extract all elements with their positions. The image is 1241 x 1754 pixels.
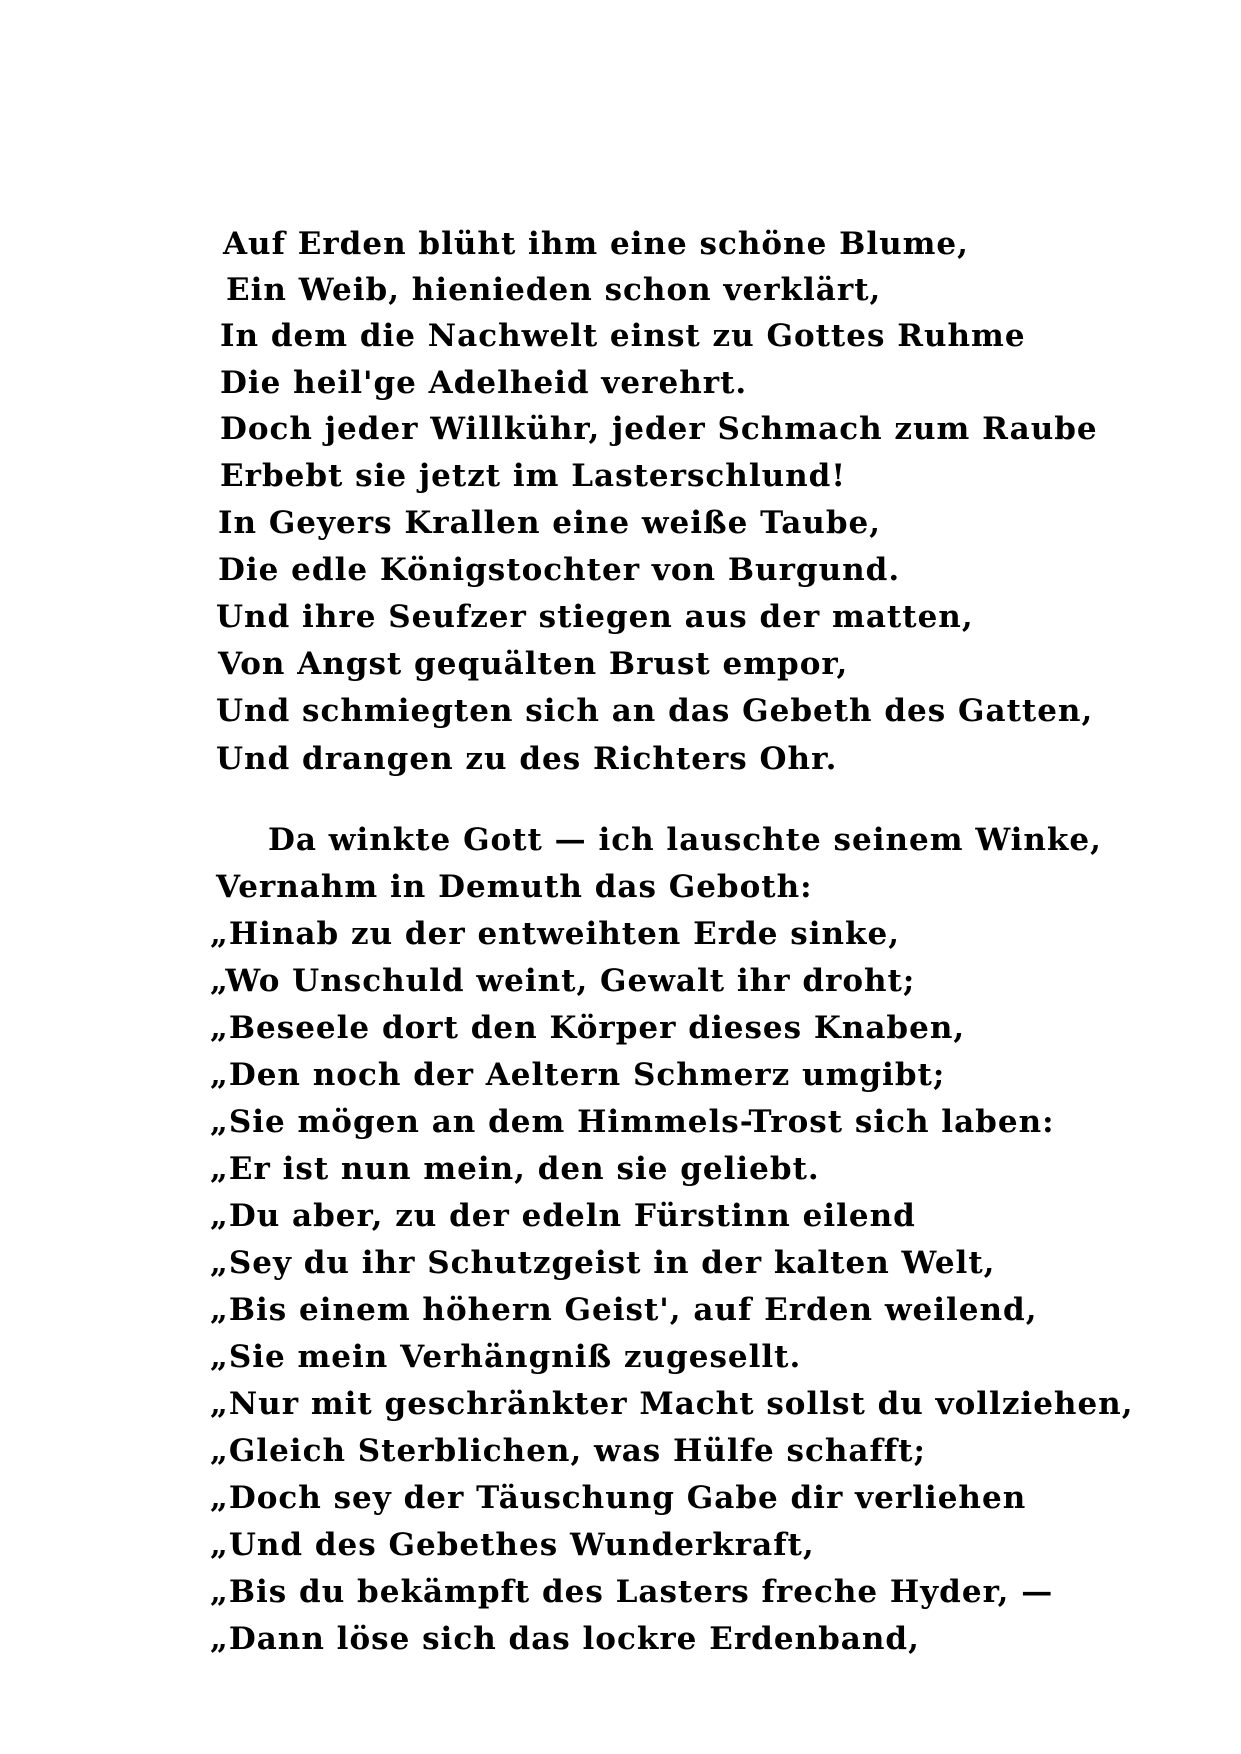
poem-line: „Bis einem höhern Geist', auf Erden weilend,: [210, 1292, 1038, 1328]
poem-line: Die edle Königstochter von Burgund.: [218, 552, 901, 588]
poem-line: Und schmiegten sich an das Gebeth des Gatten,: [216, 693, 1094, 729]
poem-line: „Sey du ihr Schutzgeist in der kalten Welt,: [210, 1245, 996, 1281]
poem-line: In Geyers Krallen eine weiße Taube,: [218, 505, 882, 541]
poem-line: „Du aber, zu der edeln Fürstinn eilend: [210, 1198, 916, 1234]
poem-line: Ein Weib, hienieden schon verklärt,: [226, 272, 882, 308]
poem-line: Auf Erden blüht ihm eine schöne Blume,: [223, 226, 969, 262]
poem-line: „Beseele dort den Körper dieses Knaben,: [210, 1010, 966, 1046]
poem-line: Erbebt sie jetzt im Lasterschlund!: [220, 458, 846, 494]
poem-line: „Sie mein Verhängniß zugesellt.: [210, 1339, 802, 1375]
poem-line: „Bis du bekämpft des Lasters freche Hyder, —: [210, 1574, 1054, 1610]
poem-line: Und drangen zu des Richters Ohr.: [216, 741, 838, 777]
poem-line: „Den noch der Aeltern Schmerz umgibt;: [210, 1057, 946, 1093]
poem-line: „Gleich Sterblichen, was Hülfe schafft;: [210, 1433, 926, 1469]
poem-line: „Wo Unschuld weint, Gewalt ihr droht;: [210, 963, 916, 999]
poem-line: Vernahm in Demuth das Geboth:: [216, 869, 813, 905]
poem-line: „Dann löse sich das lockre Erdenband,: [210, 1621, 920, 1657]
poem-line: In dem die Nachwelt einst zu Gottes Ruhme: [220, 318, 1026, 354]
poem-line: „Er ist nun mein, den sie geliebt.: [210, 1151, 820, 1187]
poem-line: Und ihre Seufzer stiegen aus der matten,: [216, 599, 974, 635]
poem-line: Von Angst gequälten Brust empor,: [218, 646, 849, 682]
poem-line: Da winkte Gott — ich lauschte seinem Winke,: [268, 822, 1102, 858]
poem-line: Die heil'ge Adelheid verehrt.: [220, 365, 748, 401]
poem-line: Doch jeder Willkühr, jeder Schmach zum Raube: [220, 411, 1098, 447]
poem-line: „Nur mit geschränkter Macht sollst du vollziehen,: [210, 1386, 1134, 1422]
poem-line: „Hinab zu der entweihten Erde sinke,: [210, 916, 901, 952]
poem-line: „Sie mögen an dem Himmels-Trost sich laben:: [210, 1104, 1055, 1140]
poem-line: „Und des Gebethes Wunderkraft,: [210, 1527, 815, 1563]
poem-line: „Doch sey der Täuschung Gabe dir verliehen: [210, 1480, 1027, 1516]
